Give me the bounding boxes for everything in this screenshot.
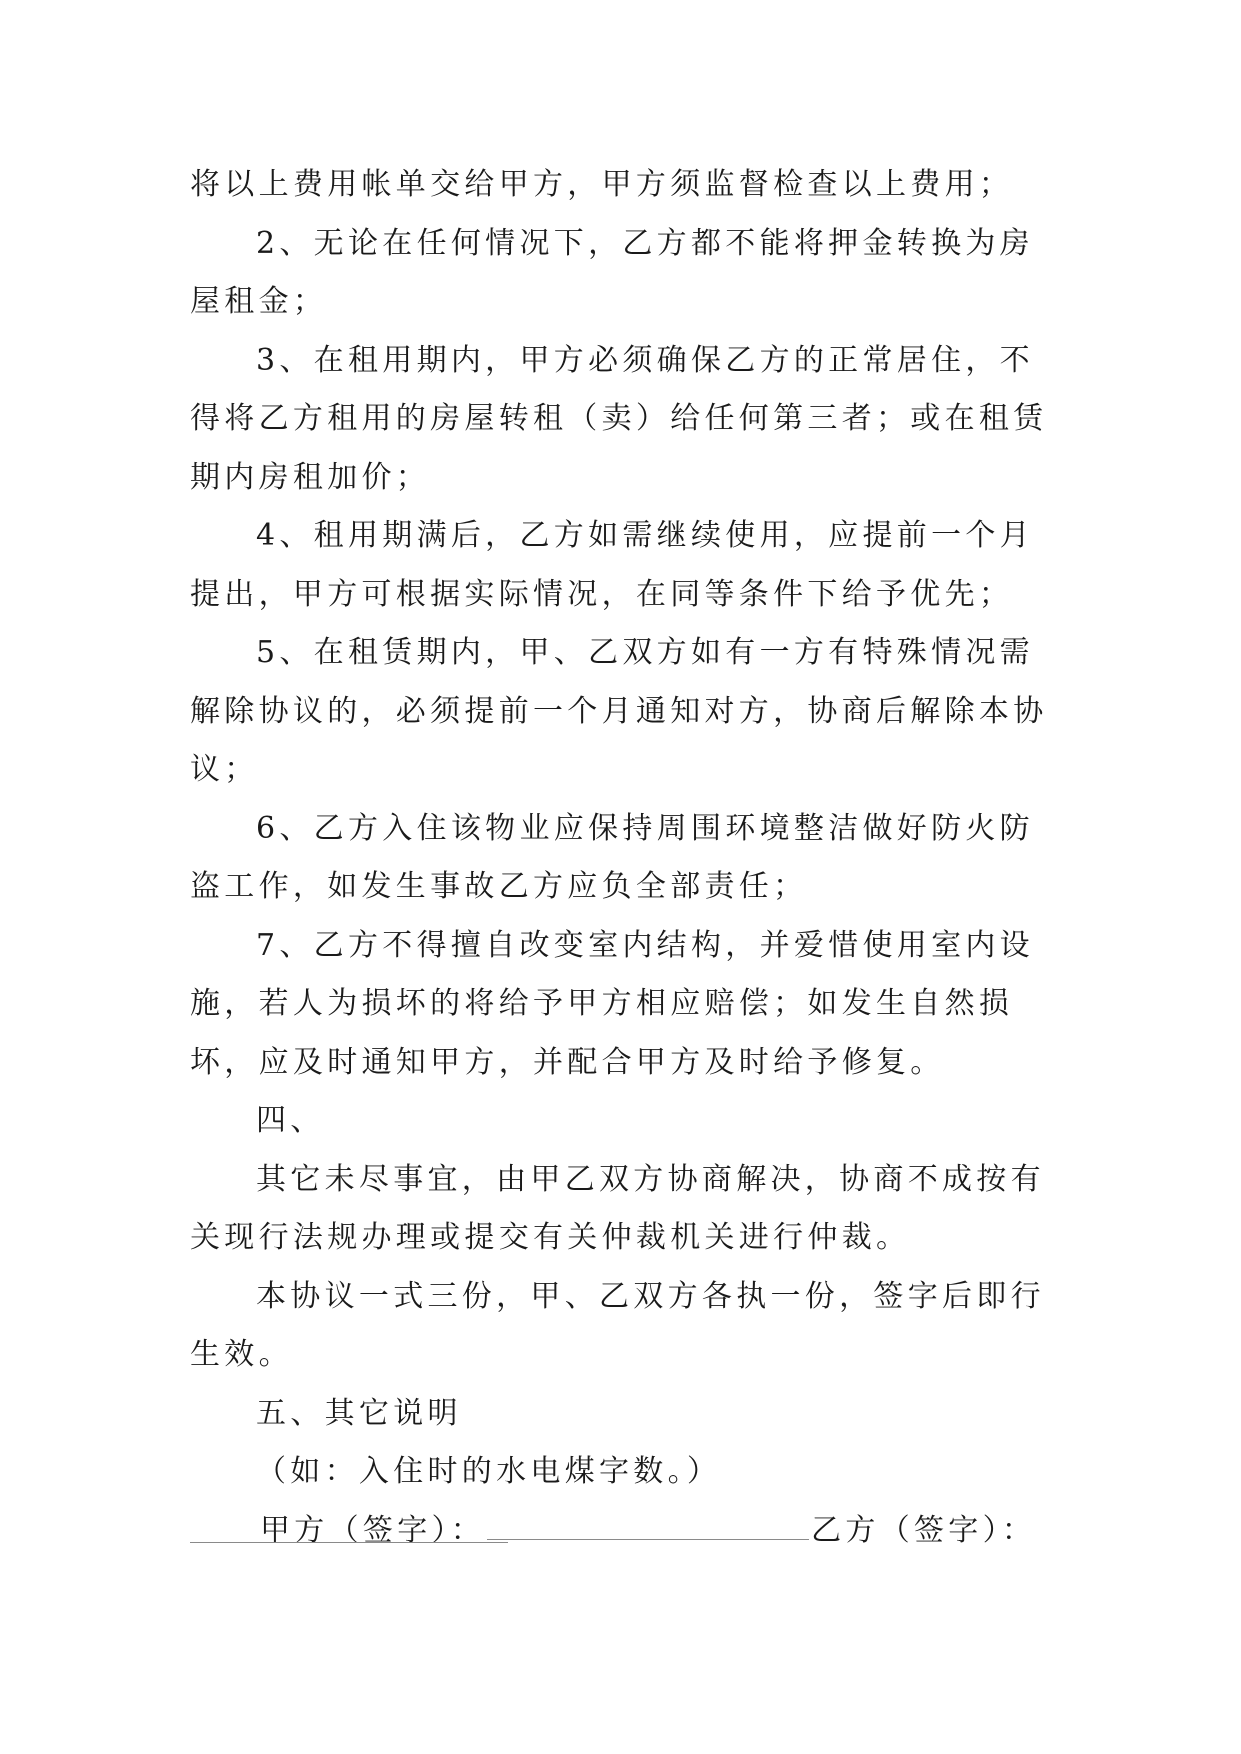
paragraph-other-matters: 其它未尽事宜，由甲乙双方协商解决，协商不成按有关现行法规办理或提交有关仲裁机关进行仲裁。: [190, 1161, 1045, 1255]
signature-line: [190, 1502, 1060, 1561]
section-heading-five: 五、其它说明: [256, 1395, 462, 1431]
party-b-signature-blank[interactable]: [190, 1542, 508, 1543]
paragraph-clause-7: 7、乙方不得擅自改变室内结构，并爱惜使用室内设施，若人为损坏的将给予甲方相应赔偿；如发生自然损坏，应及时通知甲方，并配合甲方及时给予修复。: [190, 927, 1034, 1080]
section-heading-four: 四、: [256, 1103, 325, 1138]
paragraph-copies: 本协议一式三份，甲、乙双方各执一份，签字后即行生效。: [190, 1278, 1045, 1372]
paragraph-clause-3: 3、在租用期内，甲方必须确保乙方的正常居住，不得将乙方租用的房屋转租（卖）给任何第三者；或在租赁期内房租加价；: [190, 342, 1048, 495]
paragraph-fees-bill: 将以上费用帐单交给甲方，甲方须监督检查以上费用；: [190, 167, 1014, 202]
paragraph-clause-5: 5、在租赁期内，甲、乙双方如有一方有特殊情况需解除协议的，必须提前一个月通知对方，协商后解除本协议；: [190, 635, 1048, 787]
paragraph-clause-2: 2、无论在任何情况下，乙方都不能将押金转换为房屋租金；: [190, 225, 1034, 319]
document-body: [190, 156, 1060, 1560]
party-b-signature-label: 乙方（签字）：: [811, 1512, 1037, 1548]
party-a-signature-blank[interactable]: [487, 1513, 809, 1540]
party-a-signature-label: 甲方（签字）：: [260, 1512, 486, 1548]
paragraph-other-notes: （如：入住时的水电煤字数。）: [256, 1454, 722, 1489]
paragraph-clause-4: 4、租用期满后，乙方如需继续使用，应提前一个月提出，甲方可根据实际情况，在同等条件下给予优先；: [190, 518, 1034, 612]
paragraph-clause-6: 6、乙方入住该物业应保持周围环境整洁做好防火防盗工作，如发生事故乙方应负全部责任；: [190, 810, 1034, 904]
